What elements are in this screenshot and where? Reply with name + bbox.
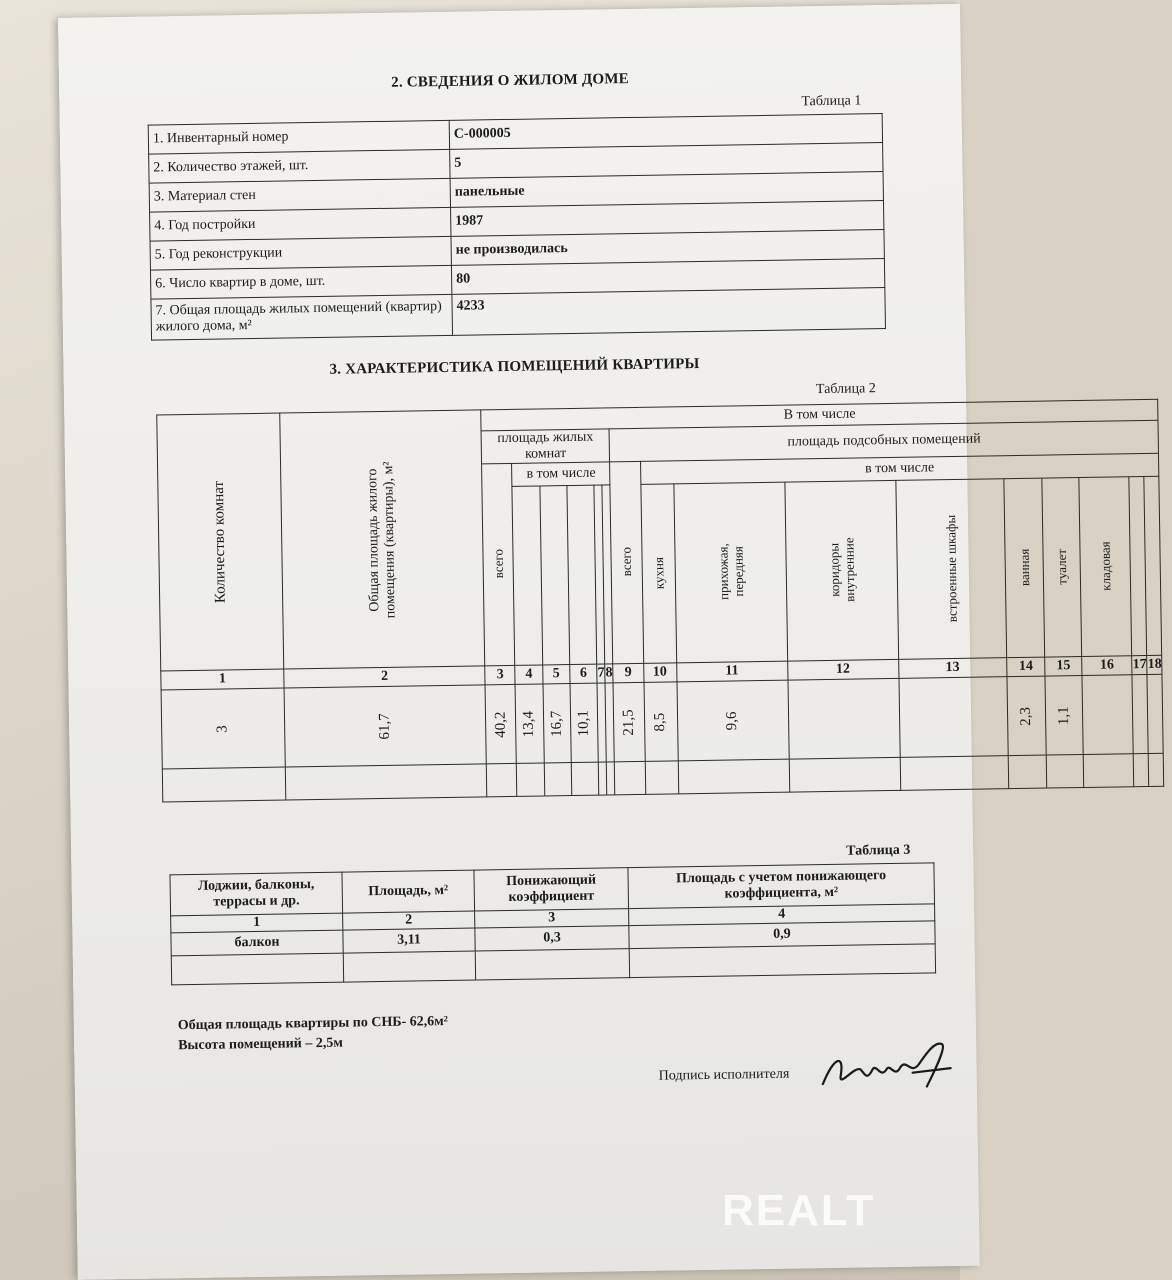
header-corridors: коридоры внутренние [784, 480, 898, 661]
apartment-rooms-table [156, 399, 1164, 803]
col-number: 1 [171, 913, 343, 933]
height-note: Высота помещений – 2,5м [178, 1035, 343, 1054]
header-closets: встроенные шкафы [895, 479, 1006, 660]
balcony-reduced-area: 0,9 [629, 921, 935, 949]
row-label: 3. Материал стен [149, 178, 450, 212]
header-aux-area: площадь подсобных помещений [609, 420, 1159, 462]
row-label: 4. Год постройки [150, 207, 451, 241]
header-room-3 [567, 485, 597, 664]
header-living-total: всего [482, 463, 515, 665]
col-number: 4 [629, 904, 935, 926]
header-reduced-area: Площадь с учетом понижающего коэффициента, м² [628, 863, 935, 909]
header-coefficient: Понижающий коэффициент [474, 868, 629, 911]
header-kitchen: кухня [640, 484, 676, 663]
balconies-table [169, 862, 936, 985]
column-numbers-row: 1 2 3 4 5 6 7 8 9 10 11 12 13 14 15 16 17 18 [161, 655, 1163, 690]
header-room-2 [540, 486, 570, 665]
balcony-area: 3,11 [343, 928, 475, 953]
header-extra-2 [1144, 476, 1162, 655]
watermark-logo: REALT [722, 1186, 876, 1235]
row-label: 5. Год реконструкции [150, 236, 451, 270]
document-page [58, 4, 1162, 1280]
col-number: 3 [475, 909, 629, 928]
col-number: 2 [343, 911, 475, 930]
row-value: 5 [450, 143, 883, 179]
table1-label: Таблица 1 [801, 93, 862, 110]
header-total-area: Общая площадь жилого помещения (квартиры), м² [280, 410, 485, 669]
header-aux-total: всего [610, 461, 643, 663]
row-value: 80 [451, 259, 884, 295]
row-label: 7. Общая площадь жилых помещений (квартир) жилого дома, м² [151, 294, 453, 340]
row-value: 4233 [452, 288, 886, 336]
row-label: 1. Инвентарный номер [148, 120, 449, 154]
header-hallway: прихожая, передняя [673, 482, 787, 663]
header-bathroom: ванная [1004, 478, 1045, 658]
signature-icon [814, 1034, 955, 1096]
balcony-coefficient: 0,3 [475, 926, 629, 951]
section2-title: 2. СВЕДЕНИЯ О ЖИЛОМ ДОМЕ [391, 71, 629, 91]
row-value: 1987 [451, 201, 884, 237]
header-storage: кладовая [1079, 477, 1132, 657]
row-label: 2. Количество этажей, шт. [149, 149, 450, 183]
data-row: 3 61,7 40,2 13,4 16,7 10,1 21,5 8,5 9,6 2,3 1,1 [161, 674, 1164, 769]
header-toilet: туалет [1042, 478, 1081, 658]
header-aux-including: в том числе [640, 453, 1159, 484]
header-rooms-count: Количество комнат [157, 413, 284, 671]
header-area: Площадь, м² [342, 870, 475, 913]
header-living-including: в том числе [512, 462, 610, 487]
section3-title: 3. ХАРАКТЕРИСТИКА ПОМЕЩЕНИЙ КВАРТИРЫ [329, 355, 700, 378]
row-value: панельные [450, 172, 883, 208]
table3-label: Таблица 3 [846, 842, 911, 859]
row-value: С-000005 [449, 114, 882, 150]
header-living-area: площадь жилых комнат [481, 429, 610, 464]
signature-label: Подпись исполнителя [658, 1066, 790, 1084]
footer-notes [178, 1012, 449, 1056]
balcony-type: балкон [171, 930, 343, 956]
row-label: 6. Число квартир в доме, шт. [150, 265, 451, 299]
row-value: не производилась [451, 230, 884, 266]
header-room-1 [512, 486, 542, 665]
table2-label: Таблица 2 [815, 381, 876, 398]
header-balconies: Лоджии, балконы, террасы и др. [170, 872, 343, 916]
total-area-note: Общая площадь квартиры по СНБ- 62,6м² [177, 1013, 449, 1034]
house-info-table [148, 113, 886, 341]
header-including: В том числе [481, 399, 1158, 431]
